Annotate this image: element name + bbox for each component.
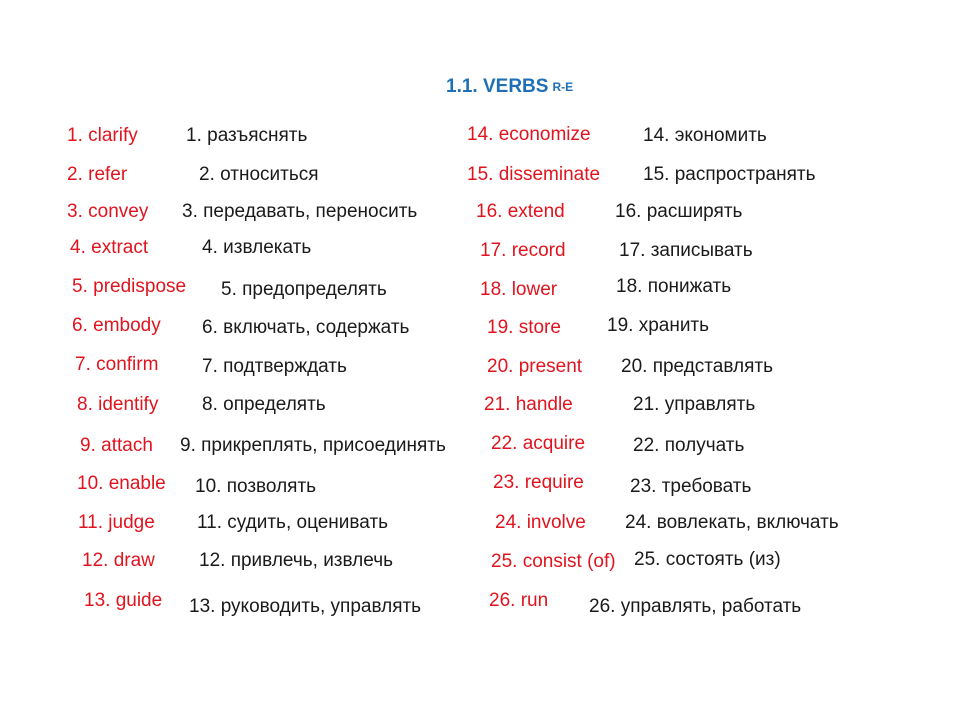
left-en-2: 2. refer [67,164,128,185]
left-en-6: 6. embody [72,315,161,336]
left-en-7: 7. confirm [75,354,159,375]
right-en-15: 15. disseminate [467,164,601,185]
left-en-4: 4. extract [70,237,149,258]
right-en-14: 14. economize [467,124,591,145]
right-ru-26: 26. управлять, работать [589,596,802,617]
right-ru-19: 19. хранить [607,315,710,336]
left-en-11: 11. judge [78,512,155,533]
title-suffix: R-E [552,80,574,94]
right-en-17: 17. record [480,240,566,261]
right-ru-14: 14. экономить [643,125,767,146]
right-ru-17: 17. записывать [619,240,753,261]
left-ru-4: 4. извлекать [202,237,312,258]
right-en-22: 22. acquire [491,433,586,454]
right-ru-25: 25. состоять (из) [634,549,781,570]
right-en-20: 20. present [487,356,583,377]
right-en-19: 19. store [487,317,561,338]
right-ru-23: 23. требовать [630,476,752,497]
left-ru-12: 12. привлечь, извлечь [199,550,393,571]
page-title [446,76,573,98]
right-en-18: 18. lower [480,279,558,300]
right-ru-15: 15. распространять [643,164,816,185]
right-en-26: 26. run [489,590,549,611]
right-ru-18: 18. понижать [616,276,732,297]
right-ru-22: 22. получать [633,435,745,456]
left-en-9: 9. attach [80,435,153,456]
left-en-12: 12. draw [82,550,155,571]
right-ru-24: 24. вовлекать, включать [625,512,839,533]
left-ru-13: 13. руководить, управлять [189,596,422,617]
right-ru-16: 16. расширять [615,201,743,222]
right-en-16: 16. extend [476,201,565,222]
left-en-1: 1. clarify [67,125,138,146]
left-ru-9: 9. прикреплять, присоединять [180,435,446,456]
right-ru-21: 21. управлять [633,394,756,415]
left-en-5: 5. predispose [72,276,187,297]
left-ru-2: 2. относиться [199,164,319,185]
left-ru-5: 5. предопределять [221,279,387,300]
right-en-21: 21. handle [484,394,573,415]
left-en-3: 3. convey [67,201,149,222]
left-ru-10: 10. позволять [195,476,317,497]
title-main: 1.1. VERBS [446,76,549,97]
right-en-24: 24. involve [495,512,586,533]
right-en-25: 25. consist (of) [491,551,616,572]
left-ru-1: 1. разъяснять [186,125,308,146]
left-en-10: 10. enable [77,473,166,494]
left-en-13: 13. guide [84,590,163,611]
left-en-8: 8. identify [77,394,159,415]
left-ru-11: 11. судить, оценивать [197,512,389,533]
left-ru-8: 8. определять [202,394,326,415]
left-ru-3: 3. передавать, переносить [182,201,418,222]
left-ru-7: 7. подтверждать [202,356,347,377]
left-ru-6: 6. включать, содержать [202,317,410,338]
right-en-23: 23. require [493,472,584,493]
right-ru-20: 20. представлять [621,356,773,377]
